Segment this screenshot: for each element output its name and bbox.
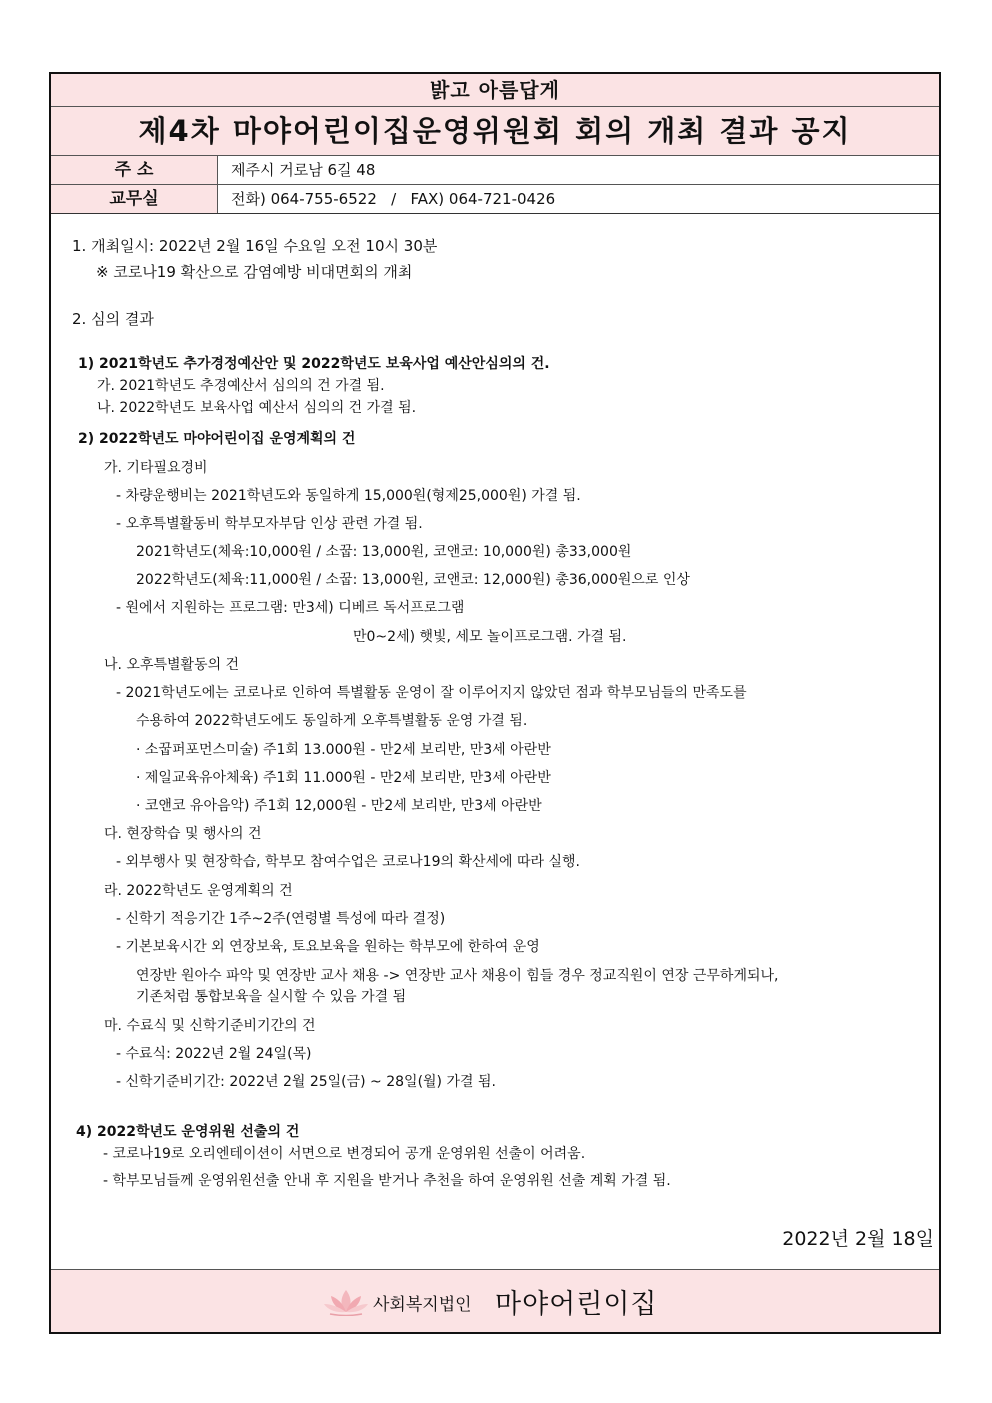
- item-2-a-2-1: 2021학년도(체육:10,000원 / 소꿉: 13,000원, 코앤코: 10,000원) 총33,000원: [136, 544, 632, 560]
- item-2-a-3-2: 만0~2세) 햇빛, 세모 놀이프로그램. 가결 됨.: [353, 629, 627, 645]
- item-2-b: 나. 오후특별활동의 건: [104, 657, 240, 673]
- lotus-logo-icon: [322, 1286, 370, 1316]
- item-2-b-2: · 소꿉퍼포먼스미술) 주1회 13.000원 - 만2세 보리반, 만3세 아란반: [136, 742, 551, 758]
- footer-org-name: 마야어린이집: [495, 1289, 658, 1320]
- item-2-b-1-2: 수용하여 2022학년도에도 동일하게 오후특별활동 운영 가결 됨.: [136, 713, 528, 729]
- item-2-a: 가. 기타필요경비: [104, 460, 208, 476]
- item-2-d: 라. 2022학년도 운영계획의 건: [104, 883, 293, 899]
- address-label: 주 소: [51, 156, 218, 184]
- item-2-d-2-2: 기존처럼 통합보육을 실시할 수 있음 가결 됨: [136, 989, 407, 1005]
- item-1-a: 가. 2021학년도 추경예산서 심의의 건 가결 됨.: [97, 378, 385, 394]
- item-4-heading: 4) 2022학년도 운영위원 선출의 건: [76, 1124, 300, 1140]
- item-4-2: - 학부모님들께 운영위원선출 안내 후 지원을 받거나 추천을 하여 운영위원 선출 계획 가결 됨.: [103, 1173, 671, 1189]
- item-2-a-3: - 원에서 지원하는 프로그램: 만3세) 디베르 독서프로그램: [116, 600, 465, 616]
- item-2-d-2-1: 연장반 원아수 파악 및 연장반 교사 채용 -> 연장반 교사 채용이 힘들 경우 정교직원이 연장 근무하게되나,: [136, 968, 779, 984]
- item-2-e-2: - 신학기준비기간: 2022년 2월 25일(금) ~ 28일(월) 가결 됨.: [116, 1074, 496, 1090]
- item-1-heading: 1) 2021학년도 추가경정예산안 및 2022학년도 보육사업 예산안심의의 건.: [78, 356, 550, 372]
- office-row: [51, 185, 939, 214]
- item-2-e: 마. 수료식 및 신학기준비기간의 건: [104, 1018, 316, 1034]
- page-title: 제4차 마야어린이집운영위원회 회의 개최 결과 공지: [51, 107, 939, 156]
- section-1-note: ※ 코로나19 확산으로 감염예방 비대면회의 개최: [96, 263, 413, 281]
- office-value: 전화) 064-755-6522 / FAX) 064-721-0426: [231, 190, 556, 208]
- item-2-b-4: · 코앤코 유아음악) 주1회 12,000원 - 만2세 보리반, 만3세 아란반: [136, 798, 542, 814]
- item-2-a-1: - 차량운행비는 2021학년도와 동일하게 15,000원(형제25,000원) 가결 됨.: [116, 488, 581, 504]
- notice-frame: [49, 72, 941, 1334]
- notice-date: 2022년 2월 18일: [782, 1228, 934, 1250]
- address-value: 제주시 거로남 6길 48: [231, 161, 376, 179]
- item-2-d-2: - 기본보육시간 외 연장보육, 토요보육을 원하는 학부모에 한하여 운영: [116, 939, 540, 955]
- footer: [51, 1269, 939, 1332]
- item-2-b-1: - 2021학년도에는 코로나로 인하여 특별활동 운영이 잘 이루어지지 않았던 점과 학부모님들의 만족도를: [116, 685, 747, 701]
- item-2-b-3: · 제일교육유아체육) 주1회 11.000원 - 만2세 보리반, 만3세 아란반: [136, 770, 551, 786]
- item-2-a-2-2: 2022학년도(체육:11,000원 / 소꿉: 13,000원, 코앤코: 12,000원) 총36,000원으로 인상: [136, 572, 690, 588]
- slogan: 밝고 아름답게: [51, 74, 939, 107]
- item-4-1: - 코로나19로 오리엔테이션이 서면으로 변경되어 공개 운영위원 선출이 어려움.: [103, 1146, 586, 1162]
- footer-corp-label: 사회복지법인: [373, 1295, 472, 1315]
- item-2-heading: 2) 2022학년도 마야어린이집 운영계획의 건: [78, 431, 356, 447]
- address-row: [51, 156, 939, 185]
- item-2-c-1: - 외부행사 및 현장학습, 학부모 참여수업은 코로나19의 확산세에 따라 실행.: [116, 854, 581, 870]
- section-1-date: 1. 개최일시: 2022년 2월 16일 수요일 오전 10시 30분: [72, 237, 438, 255]
- office-label: 교무실: [51, 185, 218, 213]
- item-2-c: 다. 현장학습 및 행사의 건: [104, 826, 262, 842]
- item-1-b: 나. 2022학년도 보육사업 예산서 심의의 건 가결 됨.: [97, 400, 417, 416]
- item-2-e-1: - 수료식: 2022년 2월 24일(목): [116, 1046, 312, 1062]
- section-2-heading: 2. 심의 결과: [72, 310, 154, 328]
- item-2-a-2: - 오후특별활동비 학부모자부담 인상 관련 가결 됨.: [116, 516, 423, 532]
- item-2-d-1: - 신학기 적응기간 1주~2주(연령별 특성에 따라 결정): [116, 911, 446, 927]
